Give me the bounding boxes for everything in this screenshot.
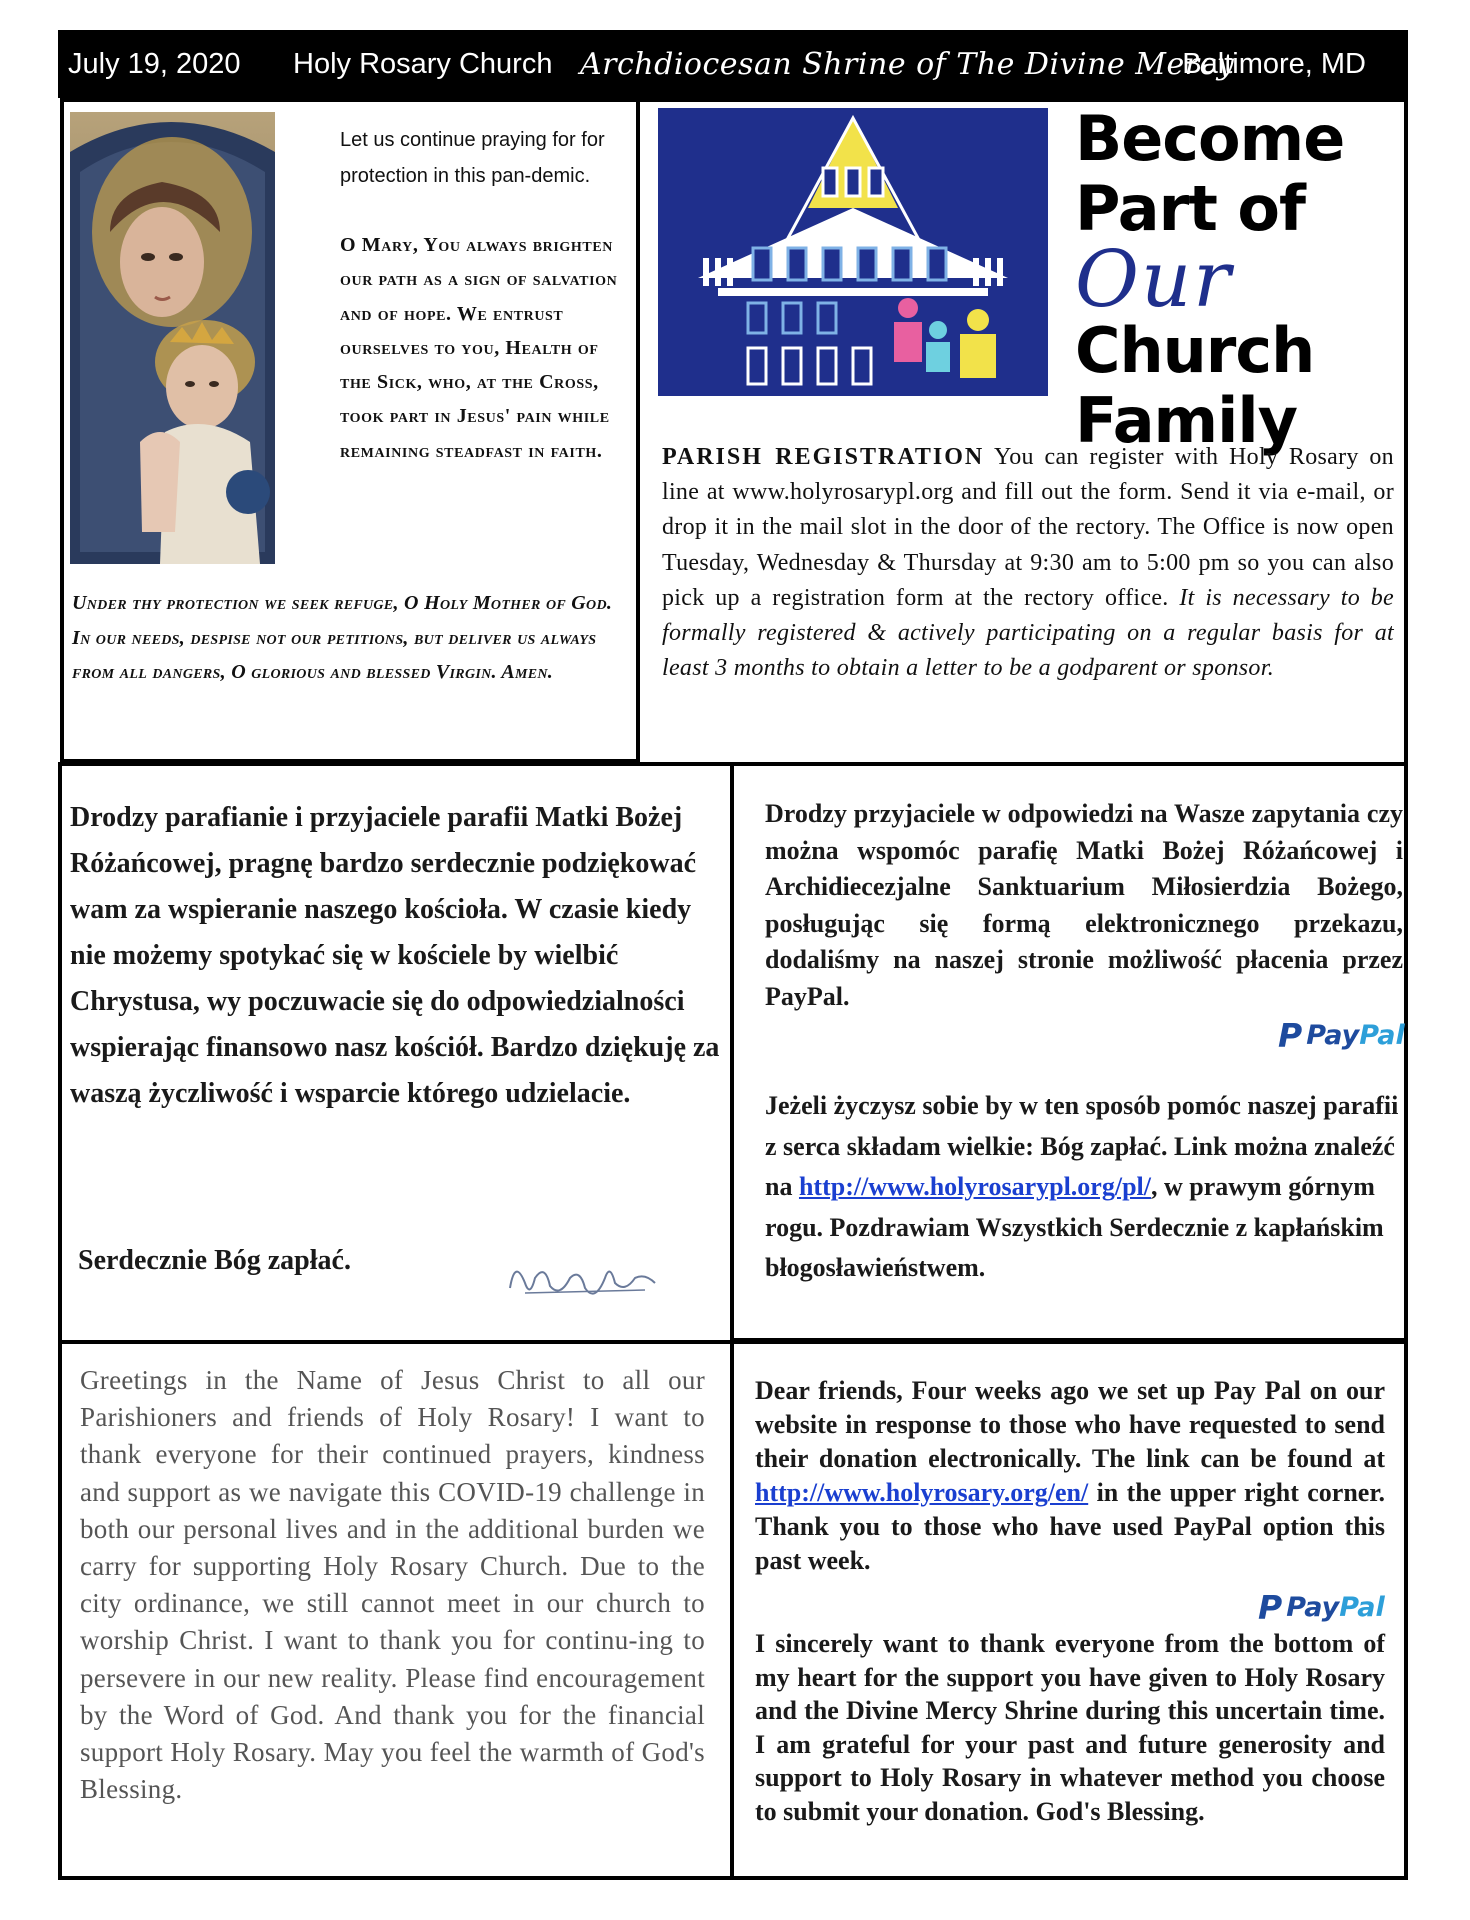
registration-heading: PARISH REGISTRATION <box>662 444 985 470</box>
pastor-signature <box>505 1248 660 1308</box>
paypal-p-icon: P <box>1278 1016 1303 1055</box>
paypal-word-pal: Pal <box>1339 1592 1385 1623</box>
shrine-name: Archdiocesan Shrine of The Divine Mercy <box>580 46 1235 82</box>
prayer-main: O Mary, You always brighten our path as a sign of salvation and of hope. We entrust ourselves to you, Health of the Sick, who, at the Cross, took part in Jesus' pain while remaining steadfast in faith. <box>340 234 618 462</box>
english-thanks-text: I sincerely want to thank everyone from the bottom of my heart for the support you have given to Holy Rosary and the Divine Mercy Shrine during this uncertain time. I am grateful for your past and future generosity and support to Holy Rosary in whatever method you choose to submit your donation. God's Blessing. <box>755 1629 1385 1826</box>
madonna-painting <box>70 112 275 564</box>
polish-closing: Serdecznie Bóg zapłać. <box>78 1245 351 1276</box>
english-paypal-info <box>755 1374 1385 1578</box>
paypal-logo-pl[interactable] <box>1278 1016 1405 1055</box>
protection-prayer: Under thy protection we seek refuge, O Holy Mother of God. In our needs, despise not our petitions, but deliver us always from all dangers, O glorious and blessed Virgin. Amen. <box>72 592 613 683</box>
english-greetings-text: Greetings in the Name of Jesus Christ to all our Parishioners and friends of Holy Rosary! I want to thank everyone for their continued prayers, kindness and support as we navigate this COVID-19 challenge in both our personal lives and in the additional burden we carry for supporting Holy Rosary Church. Due to the city ordinance, we still cannot meet in our church to worship Christ. I want to thank you for continu-ing to persevere in our new reality. Please find encouragement by the Word of God. And thank you for the financial support Holy Rosary. May you feel the warmth of God's Blessing. <box>80 1365 705 1805</box>
paypal-logo-en[interactable] <box>1258 1588 1385 1627</box>
header-bar <box>58 30 1408 98</box>
registration-body: You can register with Holy Rosary on line at www.holyrosarypl.org and fill out the form. Send it via e-mail, or drop it in the mail slot in the door of the rectory. The Office is now open Tuesday, Wednesday & Thursday at 9:30 am to 5:00 pm so you can also pick up a registration form at the rectory office. <box>662 444 1394 611</box>
logo-line-our: Our <box>1075 235 1233 325</box>
logo-line-part-of: Part of <box>1075 172 1305 245</box>
city-name: Baltimore, MD <box>1182 47 1366 80</box>
church-name: Holy Rosary Church <box>293 47 553 80</box>
registration-note: It is necessary to be formally registered & actively participating on a regular basis for at least 3 months to obtain a letter to be a godparent or sponsor. <box>662 584 1395 682</box>
english-link-outro: in the upper right corner. Thank you to those who have used PayPal option this past week. <box>755 1478 1385 1575</box>
polish-link-intro: Jeżeli życzysz sobie by w ten sposób pomóc naszej parafii z serca składam wielkie: Bóg zapłać. Link można znaleźć na <box>765 1091 1399 1201</box>
paypal-word-pay: Pay <box>1286 1592 1340 1623</box>
logo-line-become: Become <box>1075 102 1345 175</box>
paypal-p-icon: P <box>1258 1588 1283 1627</box>
polish-link-outro: , w prawym górnym rogu. Pozdrawiam Wszystkich Serdecznie z kapłańskim błogosławieństwem. <box>765 1172 1384 1282</box>
polish-link-text <box>765 1086 1403 1289</box>
polish-paypal-info: Drodzy przyjaciele w odpowiedzi na Wasze zapytania czy można wspomóc parafię Matki Bożej Różańcowej i Archidiecezjalne Sanktuarium Miłosierdzia Bożego, posługując się formą elektronicznego przekazu, dodaliśmy na naszej stronie możliwość płacenia przez PayPal. <box>765 799 1403 1011</box>
logo-line-church: Church <box>1075 314 1315 387</box>
english-link-intro: Dear friends, Four weeks ago we set up Pay Pal on our website in response to those who have requested to send their donation electronically. The link can be found at <box>755 1376 1385 1473</box>
parish-registration <box>662 440 1394 686</box>
bulletin-date: July 19, 2020 <box>68 47 241 80</box>
church-family-logo <box>658 108 1048 396</box>
logo-line-family: Family <box>1075 384 1298 457</box>
polish-thanks-text: Drodzy parafianie i przyjaciele parafii Matki Bożej Różańcowej, pragnę bardzo serdecznie podziękować wam za wspieranie naszego kościoła. W czasie kiedy nie możemy spotykać się w kościele by wielbić Chrystusa, wy poczuwacie się do odpowiedzialności wspierając finansowo nasz kościół. Bardzo dziękuję za waszą życzliwość i wsparcie którego udzielacie. <box>70 802 720 1109</box>
paypal-word-pay: Pay <box>1306 1020 1360 1051</box>
polish-website-link[interactable]: http://www.holyrosarypl.org/pl/ <box>798 1172 1151 1201</box>
paypal-word-pal: Pal <box>1359 1020 1405 1051</box>
prayer-intro: Let us continue praying for for protection in this pan-demic. <box>340 129 605 187</box>
become-part-text <box>1075 104 1400 456</box>
english-website-link[interactable]: http://www.holyrosary.org/en/ <box>755 1478 1089 1507</box>
